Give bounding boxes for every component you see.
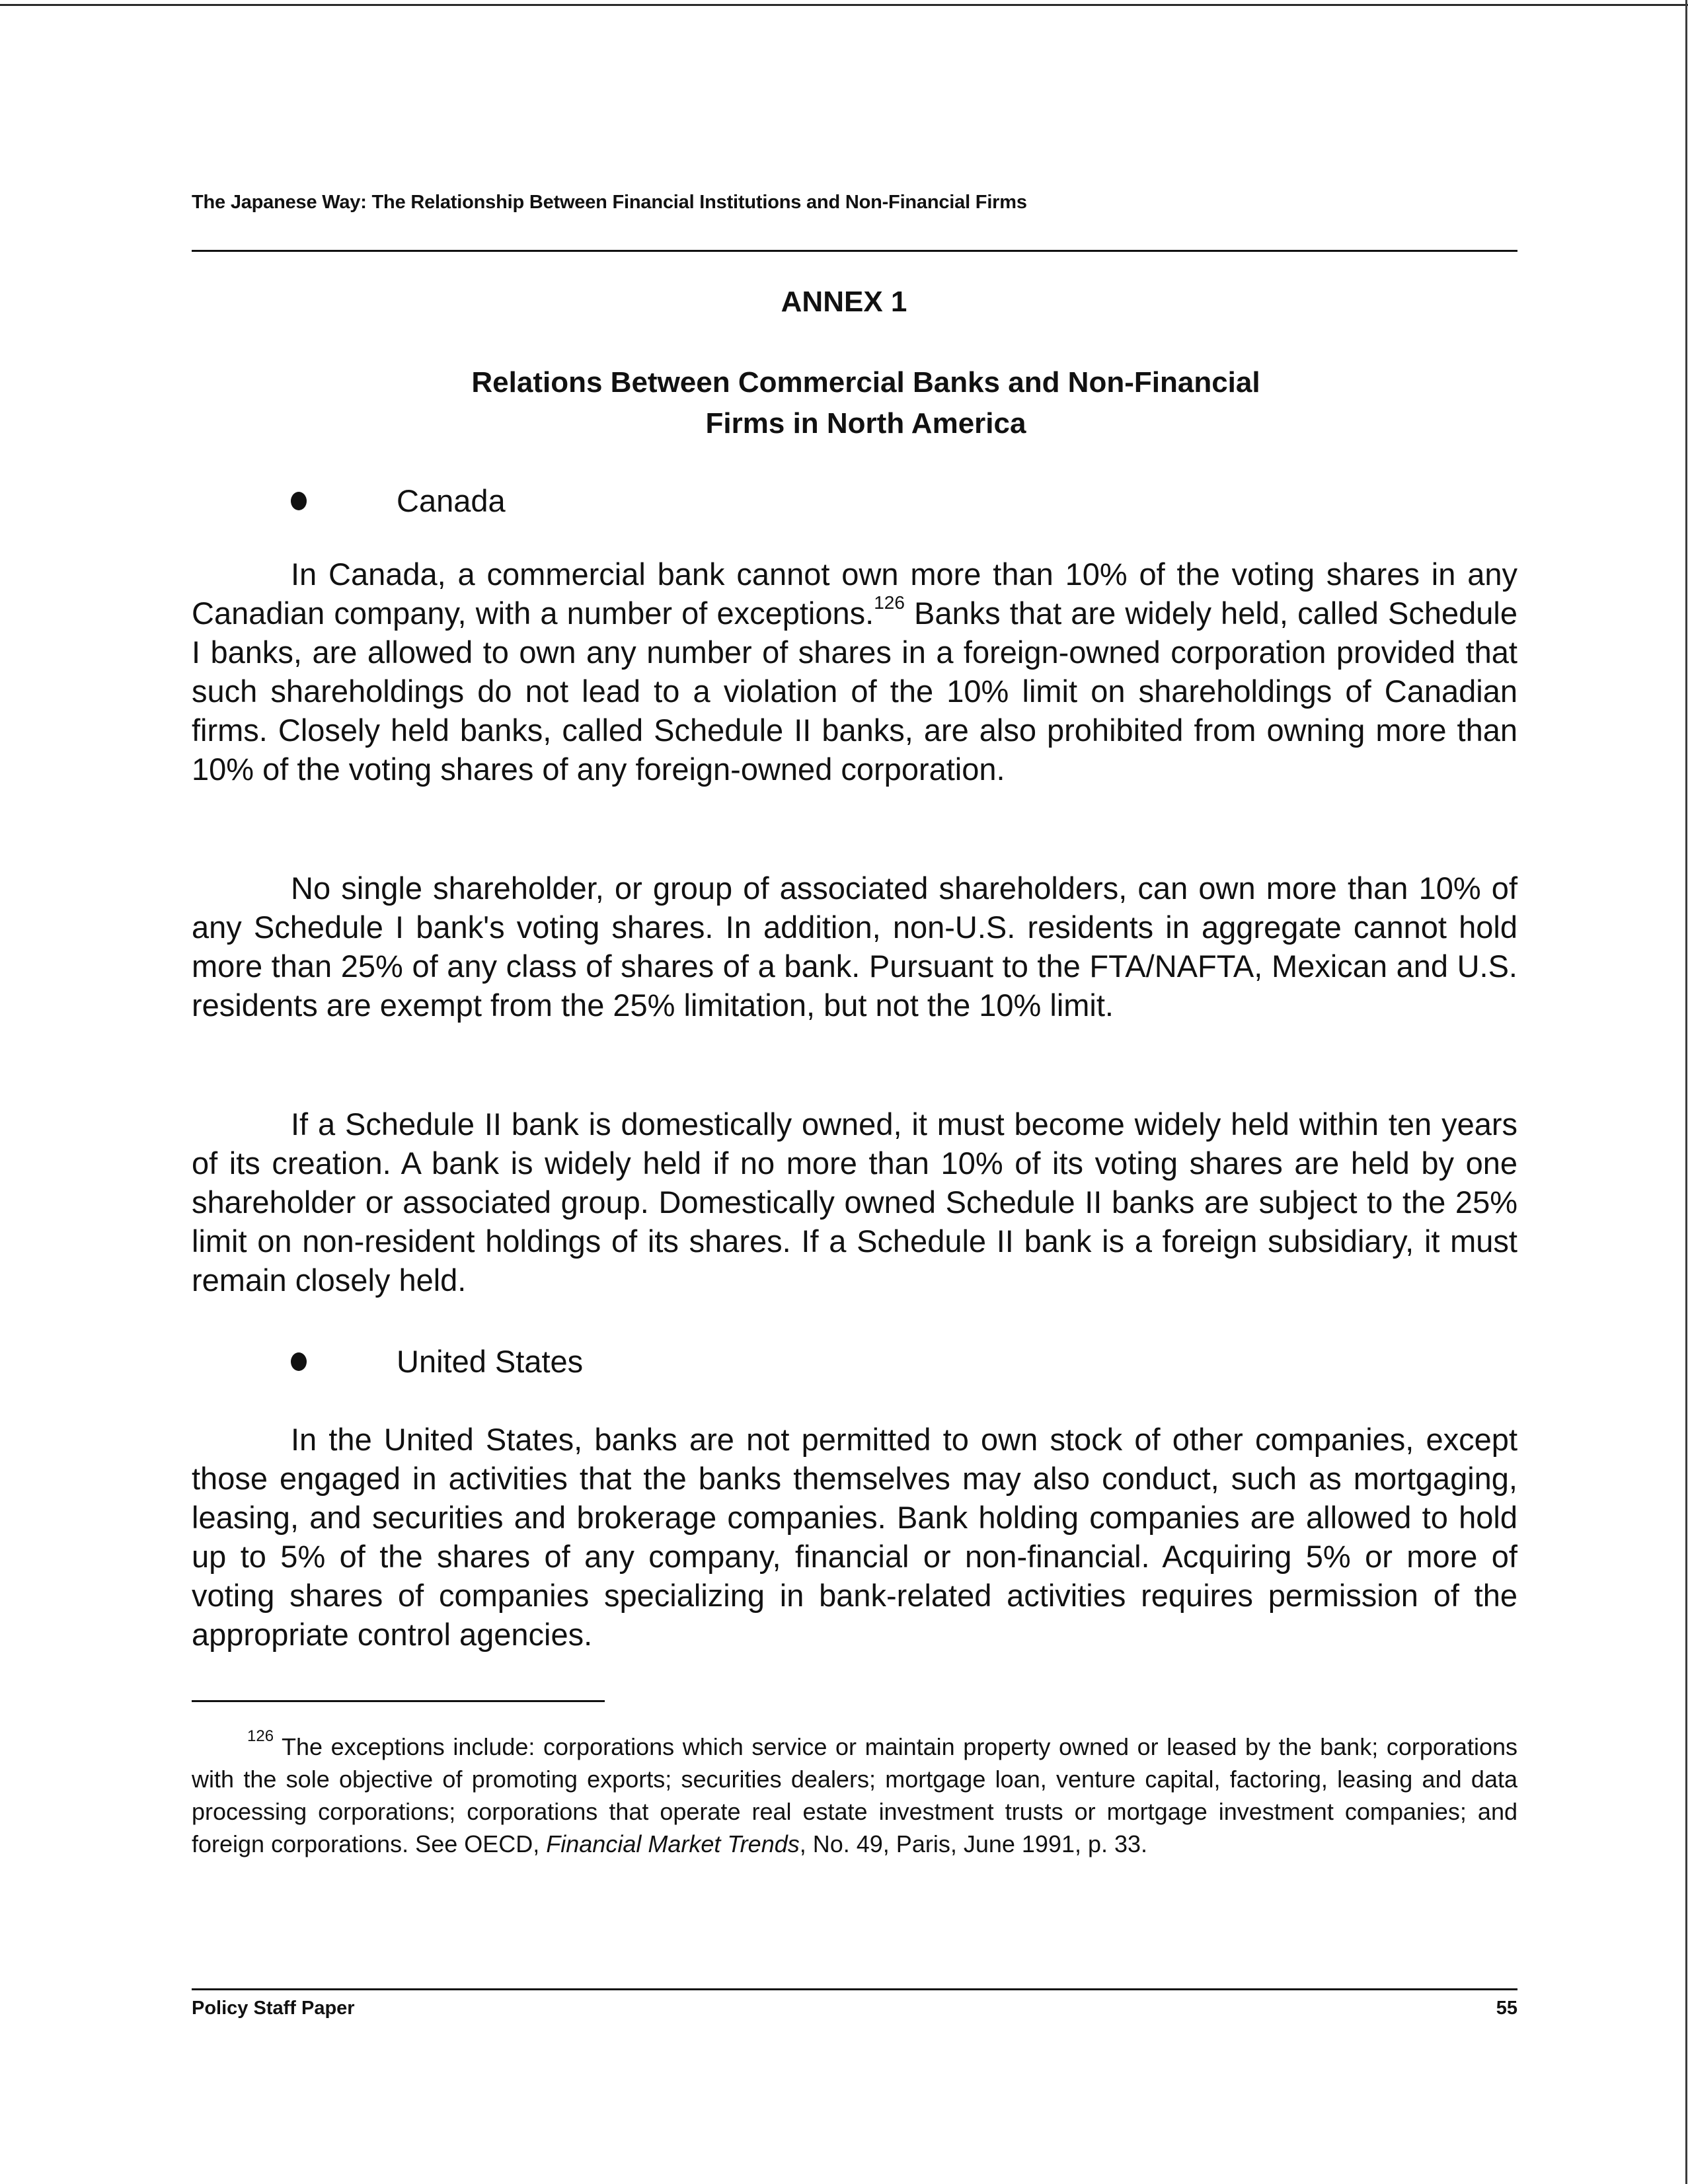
page-top-border	[0, 4, 1688, 6]
canada-paragraph-1-text: In Canada, a commercial bank cannot own more than 10% of the voting shares in any Canadian company, with a number of exceptions.	[192, 557, 1517, 631]
footer-publication-name: Policy Staff Paper	[192, 1998, 355, 2019]
footnote-text-end: , No. 49, Paris, June 1991, p. 33.	[799, 1830, 1148, 1857]
header-rule	[192, 250, 1517, 252]
annex-subtitle-line-2: Firms in North America	[705, 407, 1026, 440]
bullet-icon	[291, 492, 307, 510]
footnote-separator	[192, 1700, 605, 1702]
footnote-cited-title: Financial Market Trends	[546, 1830, 800, 1857]
annex-subtitle	[357, 362, 1375, 444]
canada-paragraph-2: No single shareholder, or group of associated shareholders, can own more than 10% of any Schedule I bank's voting shares. In addition, non-U.S. residents in aggregate cannot hold more than 25% of any class of shares of a bank. Pursuant to the FTA/NAFTA, Mexican and U.S. residents are exempt from the 25% limitation, but not the 10% limit.	[192, 871, 1517, 1023]
section-heading-label: United States	[397, 1344, 584, 1379]
running-header: The Japanese Way: The Relationship Between Financial Institutions and Non-Financial Firms	[192, 192, 1027, 213]
canada-paragraph-1-text-continued: Banks that are widely held, called Schedule I banks, are allowed to own any number of shares in a foreign-owned corporation provided that such shareholdings do not lead to a violation of the 10% limit on shareholdings of Canadian firms. Closely held banks, called Schedule II banks, are also prohibited from owning more than 10% of the voting shares of any foreign-owned corporation.	[192, 596, 1517, 787]
canada-paragraph-3: If a Schedule II bank is domestically owned, it must become widely held within ten years of its creation. A bank is widely held if no more than 10% of its voting shares are held by one shareholder or associated group. Domestically owned Schedule II banks are subject to the 25% limit on non-resident holdings of its shares. If a Schedule II bank is a foreign subsidiary, it must remain closely held.	[192, 1107, 1517, 1298]
united-states-paragraph-1: In the United States, banks are not permitted to own stock of other companies, except those engaged in activities that the banks themselves may also conduct, such as mortgaging, leasing, and securities and brokerage companies. Bank holding companies are allowed to hold up to 5% of the shares of any company, financial or non-financial. Acquiring 5% or more of voting shares of companies specializing in bank-related activities requires permission of the appropriate control agencies.	[192, 1422, 1517, 1652]
footnote-number: 126	[247, 1727, 274, 1745]
canada-paragraph-1	[192, 555, 1517, 789]
page-right-border	[1685, 0, 1687, 2184]
footnote	[192, 1727, 1517, 1860]
page-number: 55	[1496, 1998, 1517, 2019]
section-heading-label: Canada	[397, 483, 506, 518]
footnote-text: The exceptions include: corporations which service or maintain property owned or leased by the bank; corporations with the sole objective of promoting exports; securities dealers; mortgage loan, venture capital, factoring, leasing and data processing corporations; corporations that operate real estate investment trusts or mortgage investment companies; and foreign corporations. See OECD,	[192, 1733, 1517, 1857]
footnote-reference: 126	[874, 592, 905, 613]
footer-rule	[192, 1988, 1517, 1990]
annex-subtitle-line-1: Relations Between Commercial Banks and Non-Financial	[471, 366, 1260, 399]
bullet-icon	[291, 1352, 307, 1371]
annex-title: ANNEX 1	[781, 286, 907, 318]
